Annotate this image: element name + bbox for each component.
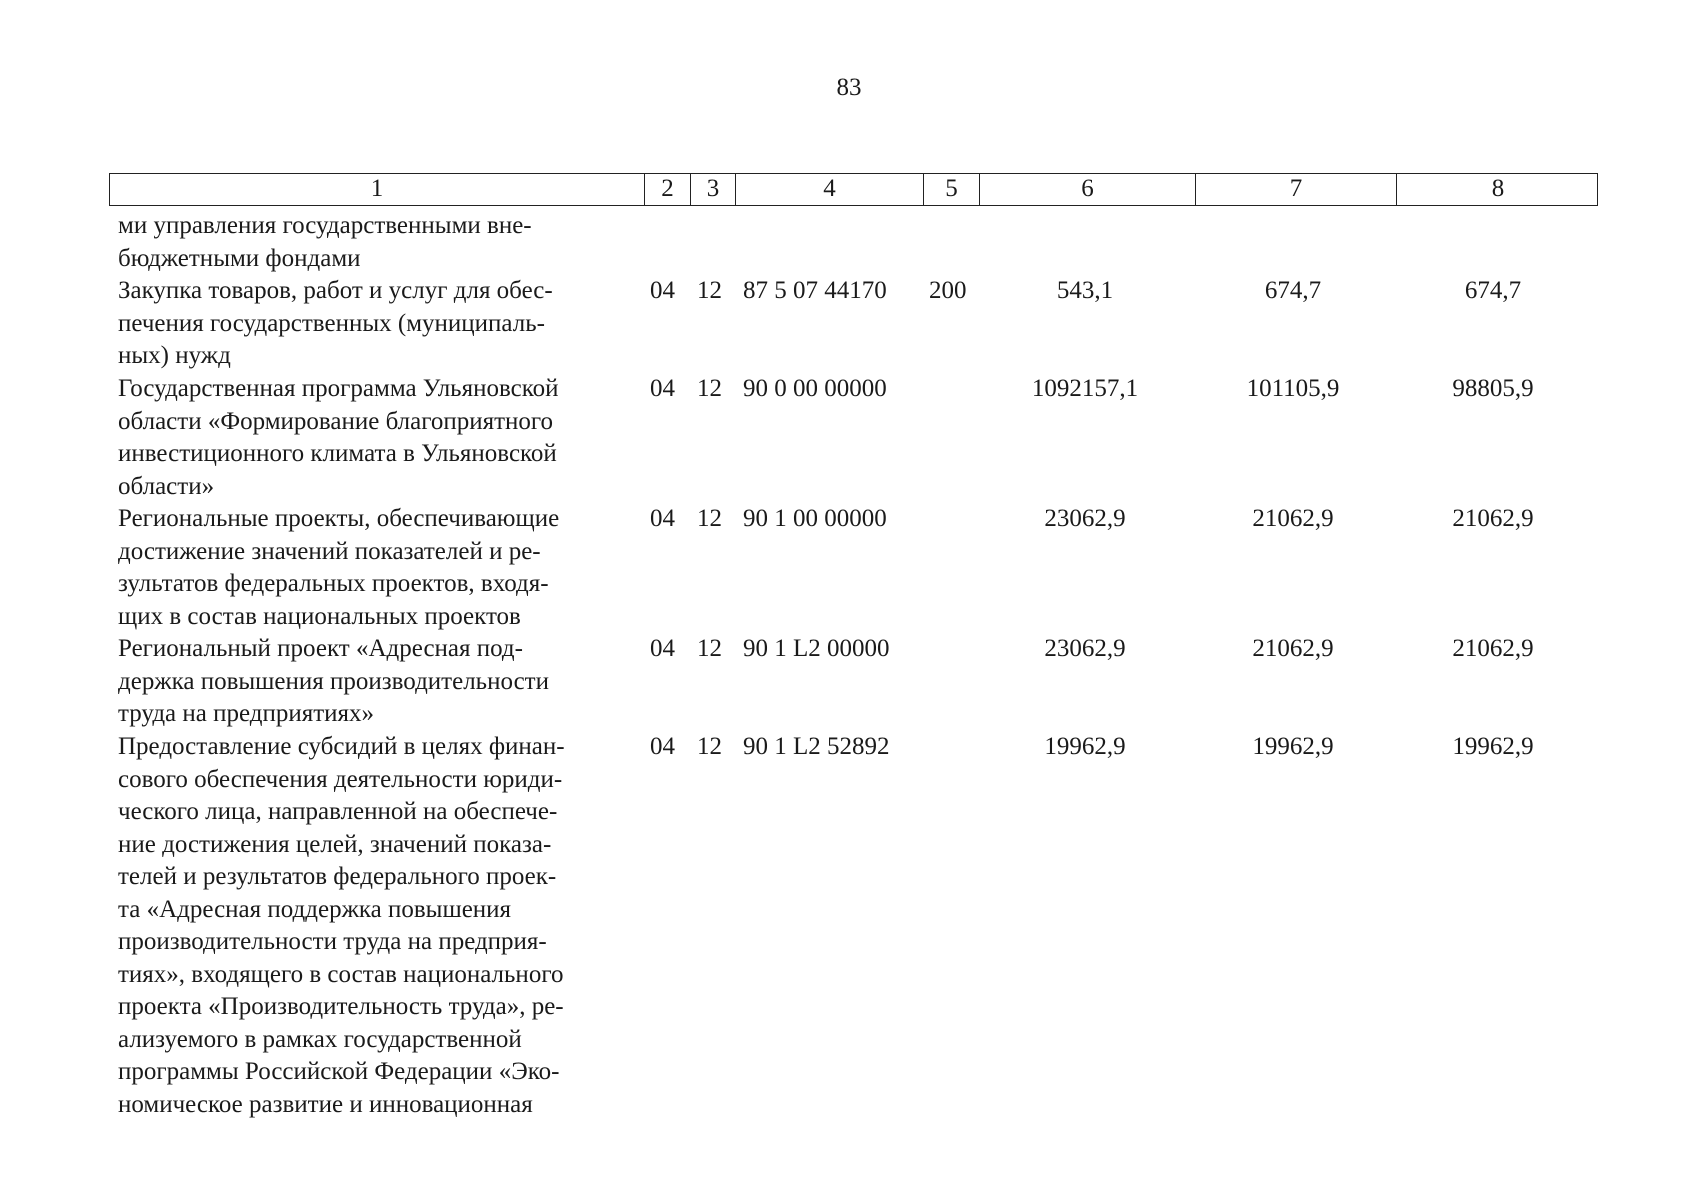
row-description: ми управления государственными вне- бюджетными фондами [118, 212, 532, 272]
row-amount-col8: 98805,9 [1452, 375, 1534, 402]
header-col-1: 1 [370, 175, 384, 202]
header-col-5: 5 [923, 174, 979, 205]
row-description: Государственная программа Ульяновской области «Формирование благоприятного инвестиционного климата в Ульяновской области» [118, 375, 559, 500]
row-amount-col7: 19962,9 [1252, 733, 1334, 760]
row-amount-col8: 21062,9 [1452, 505, 1534, 532]
row-amount-col6: 23062,9 [1044, 505, 1126, 532]
row-amount-col6: 23062,9 [1044, 635, 1126, 662]
row-target-code: 90 1 L2 00000 [743, 635, 890, 662]
row-section-code: 04 [650, 733, 675, 760]
row-amount-col6: 1092157,1 [1031, 375, 1139, 402]
row-subsection-code: 12 [697, 375, 722, 402]
table-header [109, 173, 1598, 206]
row-amount-col7: 674,7 [1264, 277, 1322, 304]
row-section-code: 04 [650, 277, 675, 304]
row-description: Региональные проекты, обеспечивающие достижение значений показателей и ре- зультатов федеральных проектов, входя- щих в состав национальных проектов [118, 505, 560, 630]
row-section-code: 04 [650, 505, 675, 532]
row-amount-col8: 21062,9 [1452, 635, 1534, 662]
row-subsection-code: 12 [697, 505, 722, 532]
row-target-code: 90 1 00 00000 [743, 505, 887, 532]
row-amount-col7: 101105,9 [1246, 375, 1340, 402]
row-target-code: 90 1 L2 52892 [743, 733, 890, 760]
row-description: Закупка товаров, работ и услуг для обес- печения государственных (муниципаль- ных) нужд [118, 277, 553, 369]
row-section-code: 04 [650, 375, 675, 402]
row-amount-col8: 19962,9 [1452, 733, 1534, 760]
row-amount-col8: 674,7 [1464, 277, 1522, 304]
header-col-2: 2 [644, 174, 690, 205]
page-number: 83 [836, 74, 862, 101]
row-expense-type: 200 [929, 277, 967, 304]
row-subsection-code: 12 [697, 635, 722, 662]
row-target-code: 90 0 00 00000 [743, 375, 887, 402]
header-col-4: 4 [735, 174, 923, 205]
header-col-3: 3 [690, 174, 735, 205]
header-col-8: 8 [1396, 174, 1599, 205]
row-amount-col7: 21062,9 [1252, 505, 1334, 532]
row-description: Предоставление субсидий в целях финан- сового обеспечения деятельности юриди- ческого лица, направленной на обеспече- ние достижения целей, значений показа- телей и результатов федерального проек- та «Адресная поддержка повышения производительности труда на предприя- тиях», входящего в состав национального проекта «Производительность труда», ре- ализуемого в рамках государственной программы Российской Федерации «Эко- номическое развитие и инновационная [118, 733, 565, 1118]
row-description: Региональный проект «Адресная под- держка повышения производительности труда на предприятиях» [118, 635, 549, 727]
row-amount-col6: 19962,9 [1044, 733, 1126, 760]
row-subsection-code: 12 [697, 277, 722, 304]
row-amount-col6: 543,1 [1056, 277, 1114, 304]
row-subsection-code: 12 [697, 733, 722, 760]
row-target-code: 87 5 07 44170 [743, 277, 887, 304]
header-col-7: 7 [1195, 174, 1396, 205]
header-col-6: 6 [979, 174, 1195, 205]
row-section-code: 04 [650, 635, 675, 662]
row-amount-col7: 21062,9 [1252, 635, 1334, 662]
